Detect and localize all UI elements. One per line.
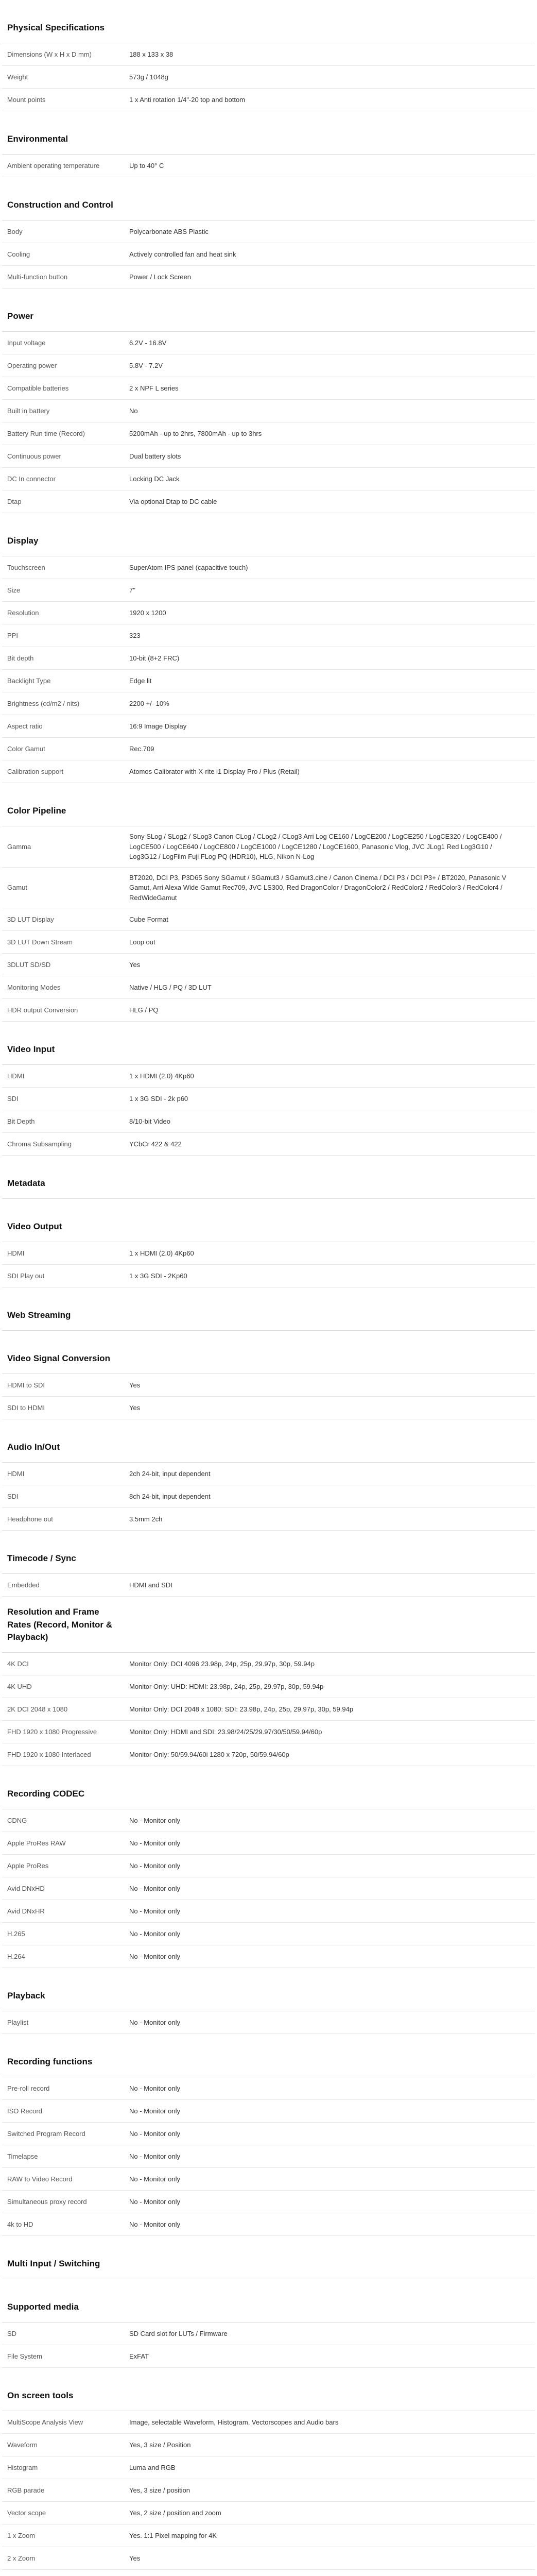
- spec-value: No - Monitor only: [129, 2175, 180, 2183]
- section-title: Environmental: [7, 134, 68, 144]
- spec-row: [2, 1110, 535, 1133]
- spec-value: Yes: [129, 960, 141, 969]
- section-title: Multi Input / Switching: [7, 2259, 100, 2269]
- spec-label: Apple ProRes: [7, 1861, 49, 1870]
- spec-row: [2, 2570, 535, 2576]
- spec-label: Simultaneous proxy record: [7, 2197, 87, 2206]
- spec-row: [2, 490, 535, 513]
- spec-row: [2, 2524, 535, 2547]
- section-title: Timecode / Sync: [7, 1553, 76, 1564]
- spec-value: ExFAT: [129, 2352, 149, 2360]
- spec-row: [2, 2123, 535, 2145]
- spec-row: [2, 43, 535, 66]
- section-title: Playback: [7, 1991, 45, 2001]
- spec-row: [2, 1133, 535, 1156]
- spec-value: YCbCr 422 & 422: [129, 1140, 182, 1148]
- section-header: [2, 0, 535, 43]
- spec-value: 573g / 1048g: [129, 73, 168, 81]
- spec-label: FHD 1920 x 1080 Interlaced: [7, 1750, 91, 1758]
- spec-label: Dimensions (W x H x D mm): [7, 50, 92, 58]
- spec-label: SDI: [7, 1492, 19, 1500]
- spec-value: No - Monitor only: [129, 1884, 180, 1892]
- spec-row: [2, 1900, 535, 1923]
- spec-row: [2, 468, 535, 490]
- spec-row: [2, 1088, 535, 1110]
- spec-row: [2, 2077, 535, 2100]
- spec-label: MultiScope Analysis View: [7, 2418, 83, 2426]
- spec-label: Dtap: [7, 497, 22, 505]
- spec-row: [2, 1065, 535, 1088]
- section-title: On screen tools: [7, 2391, 74, 2401]
- spec-value: 5.8V - 7.2V: [129, 361, 163, 369]
- spec-row: [2, 1485, 535, 1508]
- section-title: Power: [7, 311, 34, 321]
- spec-value: 1 x HDMI (2.0) 4Kp60: [129, 1249, 194, 1257]
- spec-row: [2, 1374, 535, 1397]
- section-header: [2, 1287, 535, 1331]
- spec-row: [2, 602, 535, 624]
- spec-row: [2, 1877, 535, 1900]
- spec-value: No - Monitor only: [129, 2220, 180, 2228]
- spec-row: [2, 1743, 535, 1766]
- spec-label: Waveform: [7, 2441, 38, 2449]
- section-header: [2, 783, 535, 826]
- spec-value: Cube Format: [129, 915, 168, 923]
- spec-value: 1 x 3G SDI - 2k p60: [129, 1094, 188, 1103]
- spec-row: [2, 908, 535, 931]
- spec-row: [2, 2502, 535, 2524]
- spec-value: Power / Lock Screen: [129, 273, 191, 281]
- section-header: [2, 1531, 535, 1574]
- section-title: Supported media: [7, 2302, 79, 2312]
- spec-value: Loop out: [129, 938, 155, 946]
- spec-label: SDI to HDMI: [7, 1403, 45, 1412]
- spec-label: Headphone out: [7, 1515, 53, 1523]
- spec-label: Gamma: [7, 842, 31, 851]
- spec-value: 323: [129, 631, 141, 639]
- spec-value: Locking DC Jack: [129, 474, 180, 483]
- spec-value: Edge lit: [129, 676, 152, 685]
- spec-value: Sony SLog / SLog2 / SLog3 Canon CLog / CLog2 / CLog3 Arri Log CE160 / LogCE200 / LogCE250 / LogCE320 / LogCE400 / LogCE500 / LogCE640 / LogCE800 / LogCE1000 / LogCE1280 / LogCE1600, Panasonic Vlog, JVC JLog1 Red Log3G10 / Log3G12 / LogFilm Fuji FLog PQ (HDR10), HLG, Nikon N-Log: [129, 833, 502, 860]
- spec-label: SDI: [7, 1094, 19, 1103]
- spec-row: [2, 760, 535, 783]
- section-header: [2, 1597, 535, 1653]
- spec-label: Bit depth: [7, 654, 34, 662]
- spec-value: No - Monitor only: [129, 1929, 180, 1938]
- spec-value: Via optional Dtap to DC cable: [129, 497, 217, 505]
- spec-value: Yes. 1:1 Pixel mapping for 4K: [129, 2531, 217, 2539]
- spec-label: Monitoring Modes: [7, 983, 61, 991]
- spec-label: 1 x Zoom: [7, 2531, 36, 2539]
- spec-label: 3DLUT SD/SD: [7, 960, 51, 969]
- spec-row: [2, 692, 535, 715]
- spec-label: H.264: [7, 1952, 25, 1960]
- spec-value: 2200 +/- 10%: [129, 699, 169, 707]
- spec-label: Aspect ratio: [7, 722, 43, 730]
- spec-row: [2, 2191, 535, 2213]
- spec-value: 10-bit (8+2 FRC): [129, 654, 180, 662]
- spec-row: [2, 354, 535, 377]
- spec-label: DC In connector: [7, 474, 56, 483]
- spec-label: Continuous power: [7, 452, 61, 460]
- spec-value: SD Card slot for LUTs / Firmware: [129, 2329, 228, 2337]
- spec-label: Vector scope: [7, 2509, 46, 2517]
- spec-label: Apple ProRes RAW: [7, 1839, 66, 1847]
- spec-label: ISO Record: [7, 2107, 42, 2115]
- spec-label: Histogram: [7, 2463, 38, 2471]
- spec-value: Yes: [129, 1381, 141, 1389]
- spec-row: [2, 715, 535, 738]
- spec-row: [2, 155, 535, 177]
- spec-label: HDMI to SDI: [7, 1381, 45, 1389]
- spec-row: [2, 931, 535, 954]
- spec-label: Timelapse: [7, 2152, 38, 2160]
- spec-label: SDI Play out: [7, 1272, 45, 1280]
- spec-value: No - Monitor only: [129, 1952, 180, 1960]
- spec-value: Yes, 2 size / position and zoom: [129, 2509, 221, 2517]
- spec-row: [2, 221, 535, 243]
- spec-label: PPI: [7, 631, 18, 639]
- section-title: Construction and Control: [7, 200, 113, 210]
- spec-value: No: [129, 406, 138, 415]
- spec-label: Brightness (cd/m2 / nits): [7, 699, 80, 707]
- spec-label: Cooling: [7, 250, 30, 258]
- spec-row: [2, 1397, 535, 1419]
- spec-value: Monitor Only: DCI 2048 x 1080: SDI: 23.98p, 24p, 25p, 29.97p, 30p, 59.94p: [129, 1705, 354, 1713]
- spec-label: Body: [7, 227, 23, 235]
- spec-value: Actively controlled fan and heat sink: [129, 250, 236, 258]
- spec-label: Switched Program Record: [7, 2129, 85, 2138]
- spec-value: HLG / PQ: [129, 1006, 159, 1014]
- spec-value: HDMI and SDI: [129, 1581, 172, 1589]
- section-title: Video Output: [7, 1222, 62, 1232]
- spec-value: 16:9 Image Display: [129, 722, 187, 730]
- spec-row: [2, 1809, 535, 1832]
- section-header: [2, 1766, 535, 1809]
- spec-label: Size: [7, 586, 21, 594]
- spec-label: 3D LUT Display: [7, 915, 54, 923]
- spec-value: 2 x NPF L series: [129, 384, 179, 392]
- section-header: [2, 1331, 535, 1374]
- spec-label: Playlist: [7, 2018, 29, 2026]
- spec-row: [2, 445, 535, 468]
- spec-value: 1920 x 1200: [129, 608, 166, 617]
- section-title: Resolution and Frame Rates (Record, Monitor & Playback): [7, 1607, 113, 1642]
- spec-label: Touchscreen: [7, 563, 45, 571]
- spec-label: Bit Depth: [7, 1117, 35, 1125]
- spec-value: 7": [129, 586, 135, 594]
- spec-row: [2, 579, 535, 602]
- section-title: Display: [7, 536, 39, 546]
- spec-row: [2, 2434, 535, 2456]
- spec-value: No - Monitor only: [129, 1839, 180, 1847]
- spec-row: [2, 66, 535, 89]
- spec-value: Monitor Only: HDMI and SDI: 23.98/24/25/29.97/30/50/59.94/60p: [129, 1727, 322, 1736]
- spec-label: HDMI: [7, 1469, 25, 1478]
- spec-value: 5200mAh - up to 2hrs, 7800mAh - up to 3hrs: [129, 429, 262, 437]
- spec-value: 1 x 3G SDI - 2Kp60: [129, 1272, 187, 1280]
- spec-row: [2, 266, 535, 289]
- section-header: [2, 1419, 535, 1463]
- spec-value: 8/10-bit Video: [129, 1117, 170, 1125]
- spec-row: [2, 1832, 535, 1855]
- section-title: Metadata: [7, 1178, 45, 1189]
- section-title: Recording functions: [7, 2057, 93, 2067]
- spec-label: 2 x Zoom: [7, 2554, 36, 2562]
- spec-label: H.265: [7, 1929, 25, 1938]
- spec-row: [2, 89, 535, 111]
- spec-row: [2, 1265, 535, 1287]
- spec-label: 3D LUT Down Stream: [7, 938, 73, 946]
- spec-label: Input voltage: [7, 338, 46, 347]
- spec-value: Luma and RGB: [129, 2463, 176, 2471]
- spec-row: [2, 2345, 535, 2368]
- spec-row: [2, 1242, 535, 1265]
- spec-label: Weight: [7, 73, 28, 81]
- spec-value: No - Monitor only: [129, 1907, 180, 1915]
- spec-row: [2, 1463, 535, 1485]
- spec-row: [2, 2547, 535, 2570]
- spec-label: Color Gamut: [7, 744, 45, 753]
- spec-row: [2, 1508, 535, 1531]
- spec-label: RAW to Video Record: [7, 2175, 73, 2183]
- spec-value: No - Monitor only: [129, 1816, 180, 1824]
- section-header: [2, 1199, 535, 1242]
- spec-value: 6.2V - 16.8V: [129, 338, 167, 347]
- spec-label: Avid DNxHR: [7, 1907, 45, 1915]
- spec-row: [2, 332, 535, 354]
- spec-row: [2, 1653, 535, 1675]
- spec-row: [2, 2479, 535, 2502]
- section-title: Physical Specifications: [7, 23, 105, 33]
- spec-value: Yes, 3 size / Position: [129, 2441, 191, 2449]
- spec-row: [2, 243, 535, 266]
- spec-label: 4k to HD: [7, 2220, 33, 2228]
- spec-value: 2ch 24-bit, input dependent: [129, 1469, 211, 1478]
- spec-value: Yes: [129, 1403, 141, 1412]
- spec-row: [2, 1923, 535, 1945]
- section-header: [2, 2236, 535, 2279]
- spec-value: BT2020, DCI P3, P3D65 Sony SGamut / SGamut3 / SGamut3.cine / Canon Cinema / DCI P3 / DCI P3+ / BT2020, Panasonic V Gamut, Arri Alexa Wide Gamut Rec709, JVC LS300, Red DragonColor / DragonColor2 / RedColor2 / RedColor3 / RedColor4 / RedWideGamut: [129, 873, 507, 902]
- spec-value: Image, selectable Waveform, Histogram, Vectorscopes and Audio bars: [129, 2418, 339, 2426]
- spec-label: 2K DCI 2048 x 1080: [7, 1705, 68, 1713]
- spec-label: FHD 1920 x 1080 Progressive: [7, 1727, 97, 1736]
- spec-row: [2, 647, 535, 670]
- spec-row: [2, 738, 535, 760]
- spec-value: No - Monitor only: [129, 2084, 180, 2092]
- spec-label: Avid DNxHD: [7, 1884, 45, 1892]
- spec-label: Mount points: [7, 95, 46, 104]
- spec-value: 1 x HDMI (2.0) 4Kp60: [129, 1072, 194, 1080]
- spec-row: [2, 670, 535, 692]
- spec-value: Up to 40° C: [129, 161, 164, 170]
- spec-label: Operating power: [7, 361, 57, 369]
- section-title: Video Signal Conversion: [7, 1353, 110, 1364]
- spec-row: [2, 999, 535, 1022]
- section-header: [2, 2279, 535, 2323]
- spec-value: 188 x 133 x 38: [129, 50, 174, 58]
- spec-value: SuperAtom IPS panel (capacitive touch): [129, 563, 248, 571]
- spec-label: CDNG: [7, 1816, 27, 1824]
- spec-label: Built in battery: [7, 406, 50, 415]
- spec-value: 3.5mm 2ch: [129, 1515, 163, 1523]
- spec-label: Multi-function button: [7, 273, 68, 281]
- spec-row: [2, 826, 535, 868]
- spec-row: [2, 1675, 535, 1698]
- spec-value: Monitor Only: 50/59.94/60i 1280 x 720p, 50/59.94/60p: [129, 1750, 289, 1758]
- spec-value: Monitor Only: UHD: HDMI: 23.98p, 24p, 25p, 29.97p, 30p, 59.94p: [129, 1682, 324, 1690]
- spec-row: [2, 976, 535, 999]
- spec-row: [2, 2168, 535, 2191]
- spec-row: [2, 1945, 535, 1968]
- spec-value: Atomos Calibrator with X-rite i1 Display Pro / Plus (Retail): [129, 767, 300, 775]
- spec-label: Backlight Type: [7, 676, 51, 685]
- spec-row: [2, 400, 535, 422]
- spec-value: Rec.709: [129, 744, 154, 753]
- spec-row: [2, 2011, 535, 2034]
- spec-value: 1 x Anti rotation 1/4"-20 top and bottom: [129, 95, 246, 104]
- spec-value: No - Monitor only: [129, 2197, 180, 2206]
- spec-label: Pre-roll record: [7, 2084, 50, 2092]
- spec-label: RGB parade: [7, 2486, 45, 2494]
- spec-row: [2, 2411, 535, 2434]
- section-header: [2, 1022, 535, 1065]
- section-title: Recording CODEC: [7, 1789, 85, 1799]
- spec-label: HDR output Conversion: [7, 1006, 78, 1014]
- spec-value: No - Monitor only: [129, 2129, 180, 2138]
- spec-value: No - Monitor only: [129, 2018, 180, 2026]
- spec-row: [2, 1721, 535, 1743]
- section-header: [2, 2368, 535, 2411]
- spec-label: SD: [7, 2329, 17, 2337]
- spec-label: Embedded: [7, 1581, 40, 1589]
- section-header: [2, 1156, 535, 1199]
- spec-value: 8ch 24-bit, input dependent: [129, 1492, 211, 1500]
- spec-row: [2, 2323, 535, 2345]
- spec-value: Yes, 3 size / position: [129, 2486, 190, 2494]
- spec-label: Gamut: [7, 884, 28, 891]
- section-header: [2, 1968, 535, 2011]
- spec-label: 4K UHD: [7, 1682, 32, 1690]
- section-header: [2, 177, 535, 221]
- section-header: [2, 2034, 535, 2077]
- spec-row: [2, 2100, 535, 2123]
- spec-label: 4K DCI: [7, 1659, 29, 1668]
- spec-label: Resolution: [7, 608, 39, 617]
- spec-row: [2, 2456, 535, 2479]
- spec-label: HDMI: [7, 1249, 25, 1257]
- spec-row: [2, 1698, 535, 1721]
- spec-row: [2, 868, 535, 909]
- spec-label: Chroma Subsampling: [7, 1140, 72, 1148]
- section-title: Video Input: [7, 1044, 55, 1055]
- spec-row: [2, 1574, 535, 1597]
- spec-row: [2, 954, 535, 976]
- spec-row: [2, 1855, 535, 1877]
- spec-value: No - Monitor only: [129, 1861, 180, 1870]
- spec-value: No - Monitor only: [129, 2107, 180, 2115]
- spec-row: [2, 2213, 535, 2236]
- spec-label: Calibration support: [7, 767, 64, 775]
- section-title: Audio In/Out: [7, 1442, 60, 1452]
- spec-label: File System: [7, 2352, 42, 2360]
- spec-value: Monitor Only: DCI 4096 23.98p, 24p, 25p, 29.97p, 30p, 59.94p: [129, 1659, 315, 1668]
- spec-row: [2, 556, 535, 579]
- spec-label: Battery Run time (Record): [7, 429, 85, 437]
- spec-label: Compatible batteries: [7, 384, 69, 392]
- spec-row: [2, 422, 535, 445]
- spec-value: Native / HLG / PQ / 3D LUT: [129, 983, 212, 991]
- section-header: [2, 513, 535, 556]
- spec-row: [2, 624, 535, 647]
- spec-value: No - Monitor only: [129, 2152, 180, 2160]
- spec-value: Dual battery slots: [129, 452, 181, 460]
- section-header: [2, 289, 535, 332]
- section-header: [2, 111, 535, 155]
- spec-label: Ambient operating temperature: [7, 161, 100, 170]
- section-title: Web Streaming: [7, 1310, 71, 1320]
- spec-label: HDMI: [7, 1072, 25, 1080]
- spec-row: [2, 377, 535, 400]
- spec-row: [2, 2145, 535, 2168]
- spec-value: Yes: [129, 2554, 141, 2562]
- section-title: Color Pipeline: [7, 806, 66, 816]
- spec-value: Polycarbonate ABS Plastic: [129, 227, 209, 235]
